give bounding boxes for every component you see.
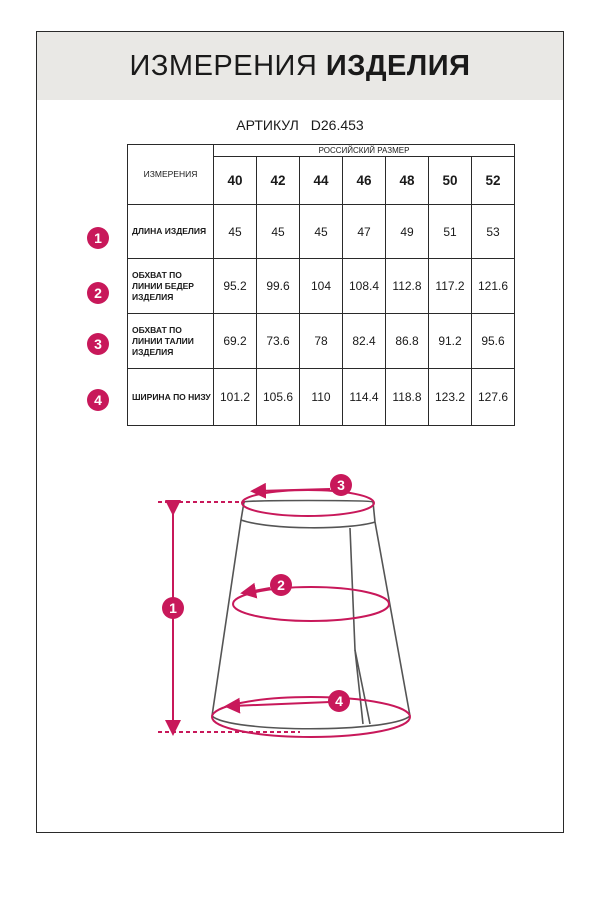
table-cell: 45: [257, 205, 300, 259]
size-header: 46: [343, 157, 386, 205]
table-cell: 95.6: [472, 314, 515, 369]
table-cell: 47: [343, 205, 386, 259]
size-header: 42: [257, 157, 300, 205]
size-group-header: РОССИЙСКИЙ РАЗМЕР: [214, 145, 515, 157]
row-label: ШИРИНА ПО НИЗУ: [128, 369, 214, 426]
diagram-marker-hip: 2: [270, 574, 292, 596]
table-cell: 49: [386, 205, 429, 259]
row-number-badge: 2: [87, 282, 109, 304]
table-cell: 108.4: [343, 259, 386, 314]
hip-circumference: [233, 587, 389, 621]
table-cell: 53: [472, 205, 515, 259]
table-cell: 110: [300, 369, 343, 426]
title-light: ИЗМЕРЕНИЯ: [129, 50, 318, 82]
waist-circumference: [242, 489, 374, 516]
row-number-badge: 3: [87, 333, 109, 355]
table-cell: 114.4: [343, 369, 386, 426]
table-cell: 45: [214, 205, 257, 259]
table-cell: 117.2: [429, 259, 472, 314]
title-bold: ИЗДЕЛИЯ: [325, 50, 471, 82]
size-header: 48: [386, 157, 429, 205]
table-cell: 121.6: [472, 259, 515, 314]
table-cell: 45: [300, 205, 343, 259]
table-cell: 104: [300, 259, 343, 314]
table-cell: 82.4: [343, 314, 386, 369]
size-header: 44: [300, 157, 343, 205]
skirt-outline: [212, 501, 410, 729]
table-cell: 101.2: [214, 369, 257, 426]
table-cell: 99.6: [257, 259, 300, 314]
corner-label: ИЗМЕРЕНИЯ: [128, 145, 214, 205]
table-cell: 127.6: [472, 369, 515, 426]
table-cell: 105.6: [257, 369, 300, 426]
table-cell: 112.8: [386, 259, 429, 314]
diagram-marker-waist: 3: [330, 474, 352, 496]
table-cell: 78: [300, 314, 343, 369]
table-cell: 95.2: [214, 259, 257, 314]
size-header: 50: [429, 157, 472, 205]
row-label: ОБХВАТ ПО ЛИНИИ ТАЛИИ ИЗДЕЛИЯ: [128, 314, 214, 369]
size-header: 52: [472, 157, 515, 205]
table-cell: 86.8: [386, 314, 429, 369]
diagram-marker-length: 1: [162, 597, 184, 619]
size-header: 40: [214, 157, 257, 205]
row-label: ДЛИНА ИЗДЕЛИЯ: [128, 205, 214, 259]
table-cell: 118.8: [386, 369, 429, 426]
article-label: АРТИКУЛ: [236, 117, 299, 133]
table-cell: 73.6: [257, 314, 300, 369]
table-cell: 123.2: [429, 369, 472, 426]
hem-width: [212, 697, 410, 737]
article-code: D26.453: [310, 117, 364, 133]
table-cell: 51: [429, 205, 472, 259]
row-number-badge: 1: [87, 227, 109, 249]
row-label: ОБХВАТ ПО ЛИНИИ БЕДЕР ИЗДЕЛИЯ: [128, 259, 214, 314]
table-cell: 69.2: [214, 314, 257, 369]
table-cell: 91.2: [429, 314, 472, 369]
diagram-marker-hem: 4: [328, 690, 350, 712]
row-number-badge: 4: [87, 389, 109, 411]
